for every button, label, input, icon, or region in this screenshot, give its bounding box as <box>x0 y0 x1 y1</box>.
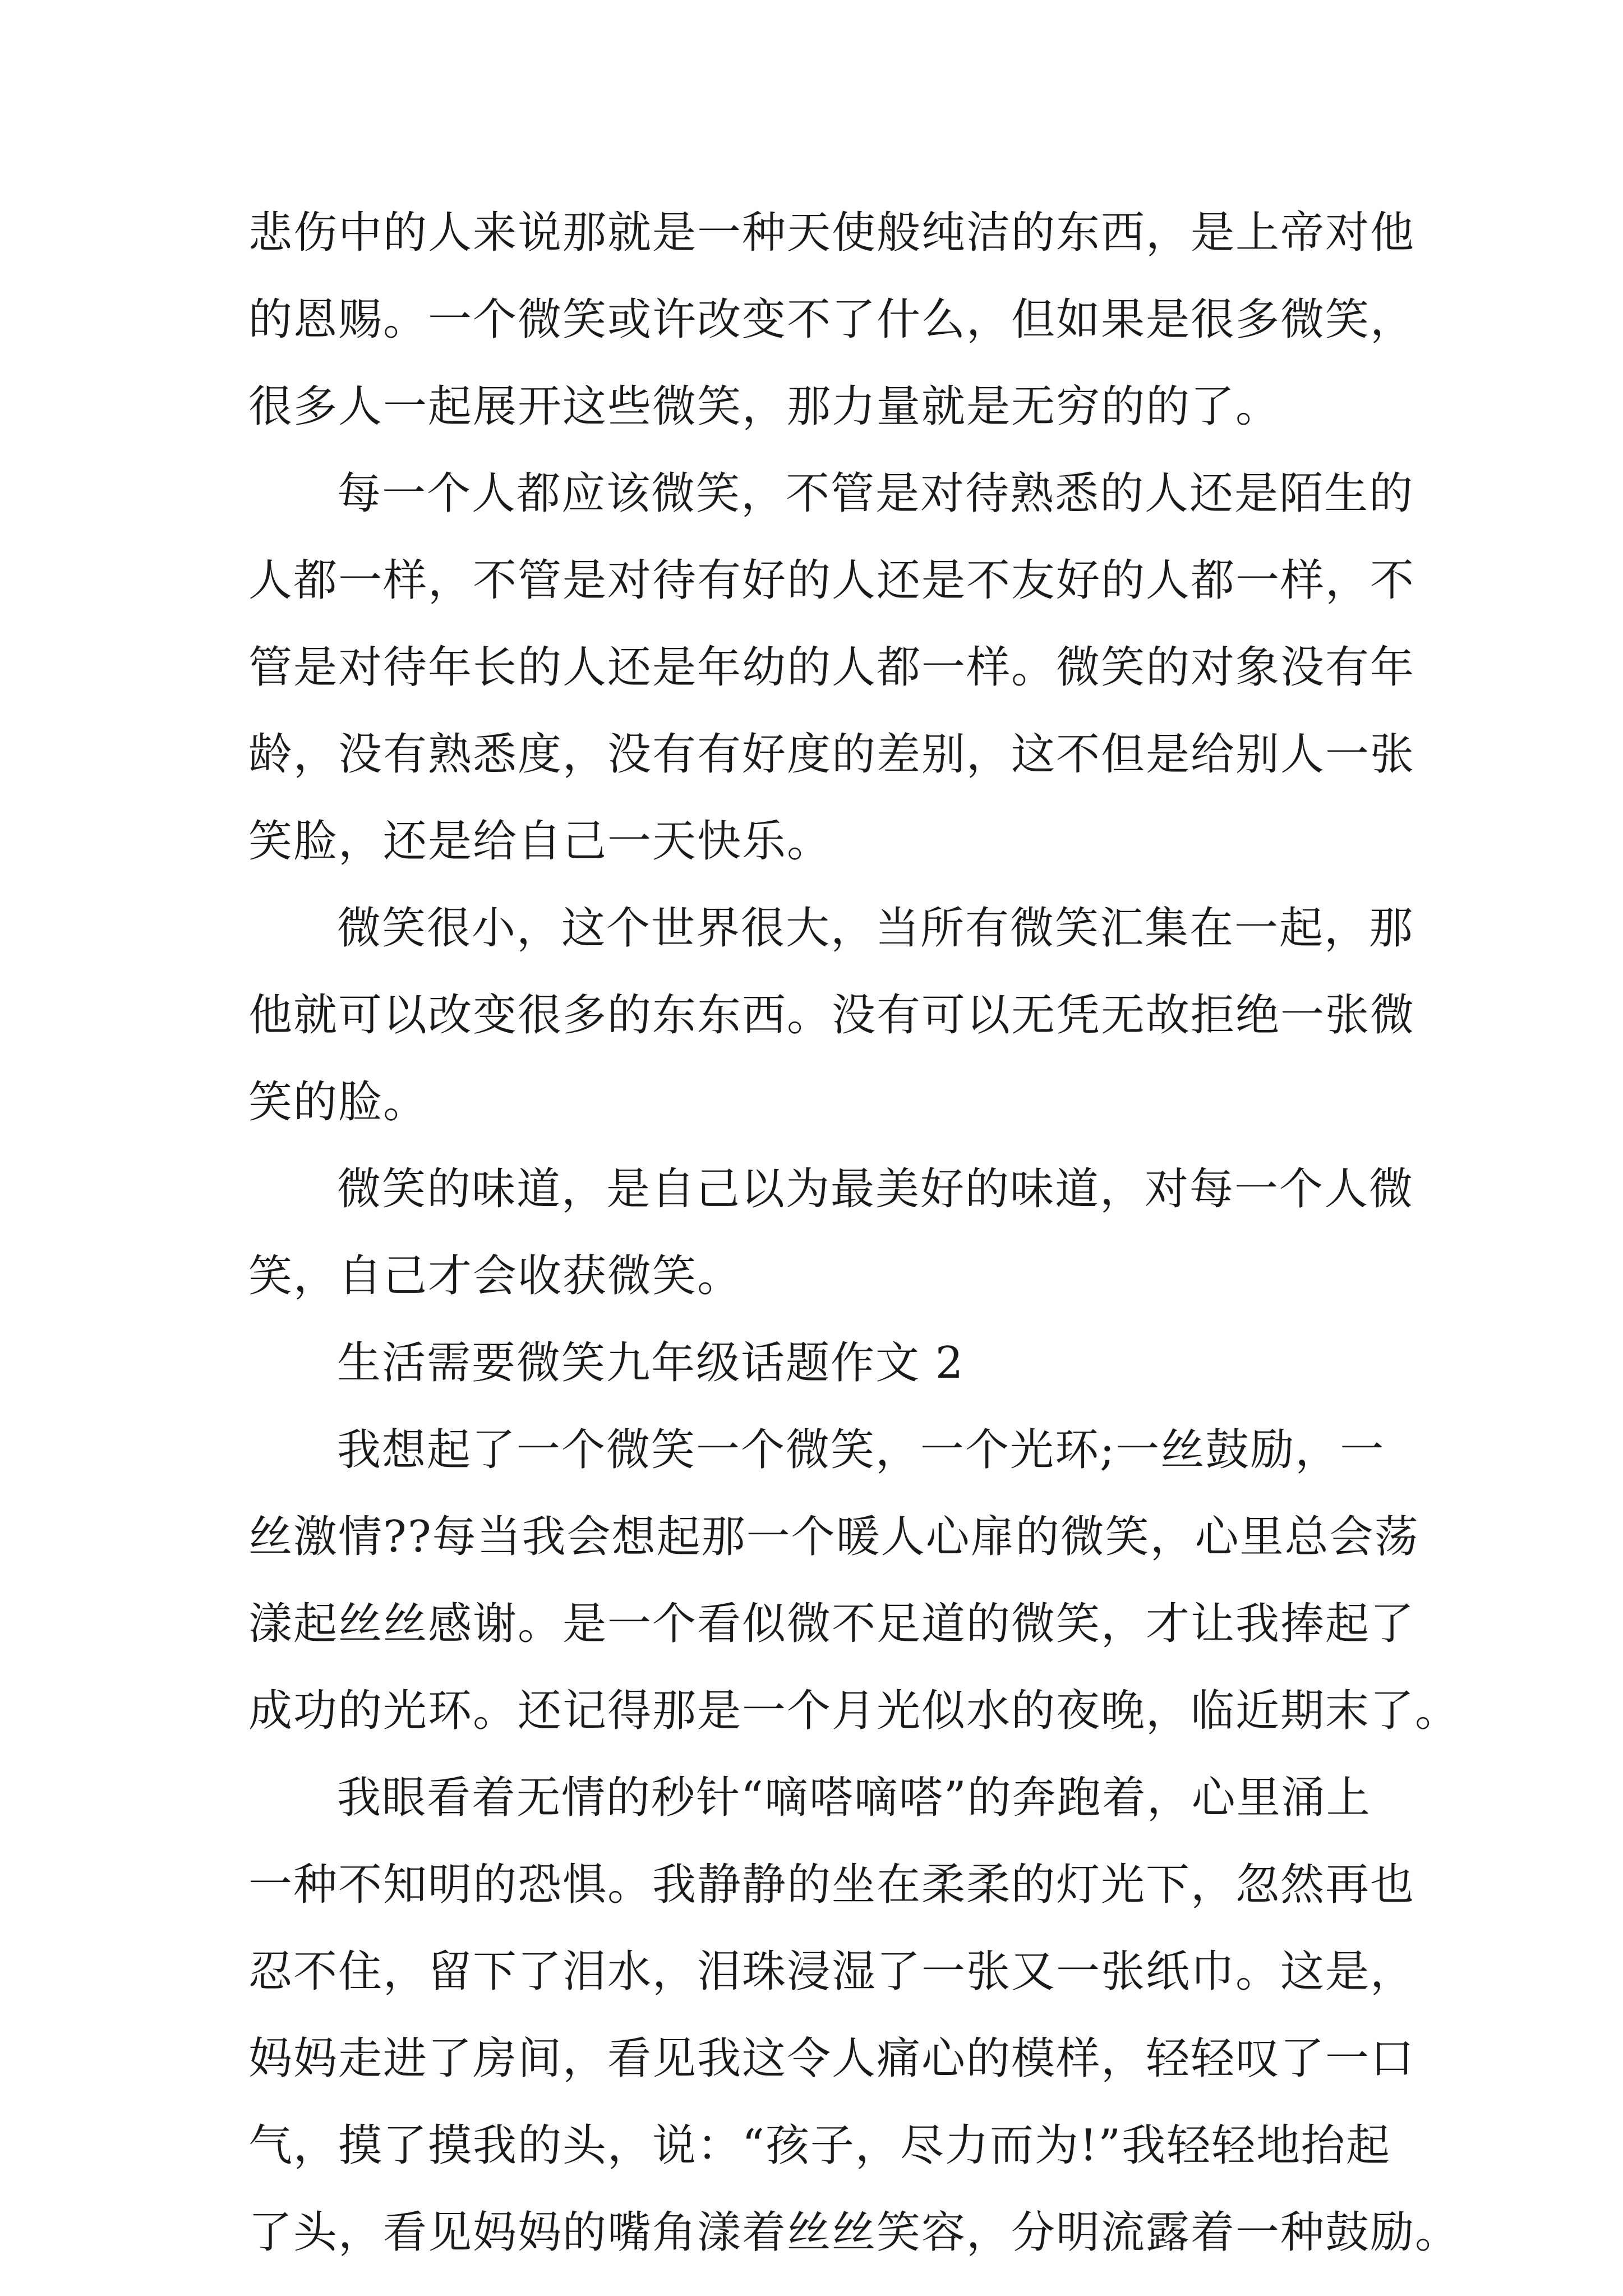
document-body <box>248 190 1460 2276</box>
text-line: 的恩赐。一个微笑或许改变不了什么，但如果是很多微笑， <box>248 295 1415 345</box>
text-line: 龄，没有熟悉度，没有有好度的差别，这不但是给别人一张 <box>248 729 1415 780</box>
text-line: 成功的光环。还记得那是一个月光似水的夜晚，临近期末了。 <box>248 1686 1460 1736</box>
text-line: 气，摸了摸我的头，说：“孩子，尽力而为!”我轻轻地抬起 <box>248 2120 1391 2171</box>
text-line: 忍不住，留下了泪水，泪珠浸湿了一张又一张纸巾。这是， <box>248 1947 1415 1997</box>
text-line: 笑脸，还是给自己一天快乐。 <box>248 816 832 867</box>
paragraph-start-line: 我眼看着无情的秒针“嘀嗒嘀嗒”的奔跑着，心里涌上 <box>337 1773 1371 1823</box>
text-line: 笑，自己才会收获微笑。 <box>248 1251 743 1301</box>
text-line: 了头，看见妈妈的嘴角漾着丝丝笑容，分明流露着一种鼓励。 <box>248 2207 1460 2258</box>
text-line: 管是对待年长的人还是年幼的人都一样。微笑的对象没有年 <box>248 642 1415 693</box>
text-line: 笑的脸。 <box>248 1077 428 1128</box>
text-line: 人都一样，不管是对待有好的人还是不友好的人都一样，不 <box>248 555 1415 606</box>
text-line: 他就可以改变很多的东东西。没有可以无凭无故拒绝一张微 <box>248 990 1415 1041</box>
section-heading: 生活需要微笑九年级话题作文 2 <box>337 1338 965 1388</box>
text-line: 很多人一起展开这些微笑，那力量就是无穷的的了。 <box>248 381 1281 432</box>
text-line: 漾起丝丝感谢。是一个看似微不足道的微笑，才让我捧起了 <box>248 1599 1415 1649</box>
text-line: 妈妈走进了房间，看见我这令人痛心的模样，轻轻叹了一口 <box>248 2033 1415 2084</box>
paragraph-start-line: 微笑很小，这个世界很大，当所有微笑汇集在一起，那 <box>337 903 1414 954</box>
text-line: 一种不知明的恐惧。我静静的坐在柔柔的灯光下，忽然再也 <box>248 1860 1415 1910</box>
paragraph-start-line: 微笑的味道，是自己以为最美好的味道，对每一个人微 <box>337 1164 1414 1214</box>
text-line: 悲伤中的人来说那就是一种天使般纯洁的东西，是上帝对他 <box>248 208 1415 258</box>
paragraph-start-line: 每一个人都应该微笑，不管是对待熟悉的人还是陌生的 <box>337 468 1414 519</box>
text-line: 丝激情??每当我会想起那一个暖人心扉的微笑，心里总会荡 <box>248 1512 1419 1562</box>
paragraph-start-line: 我想起了一个微笑一个微笑，一个光环;一丝鼓励，一 <box>337 1425 1385 1475</box>
